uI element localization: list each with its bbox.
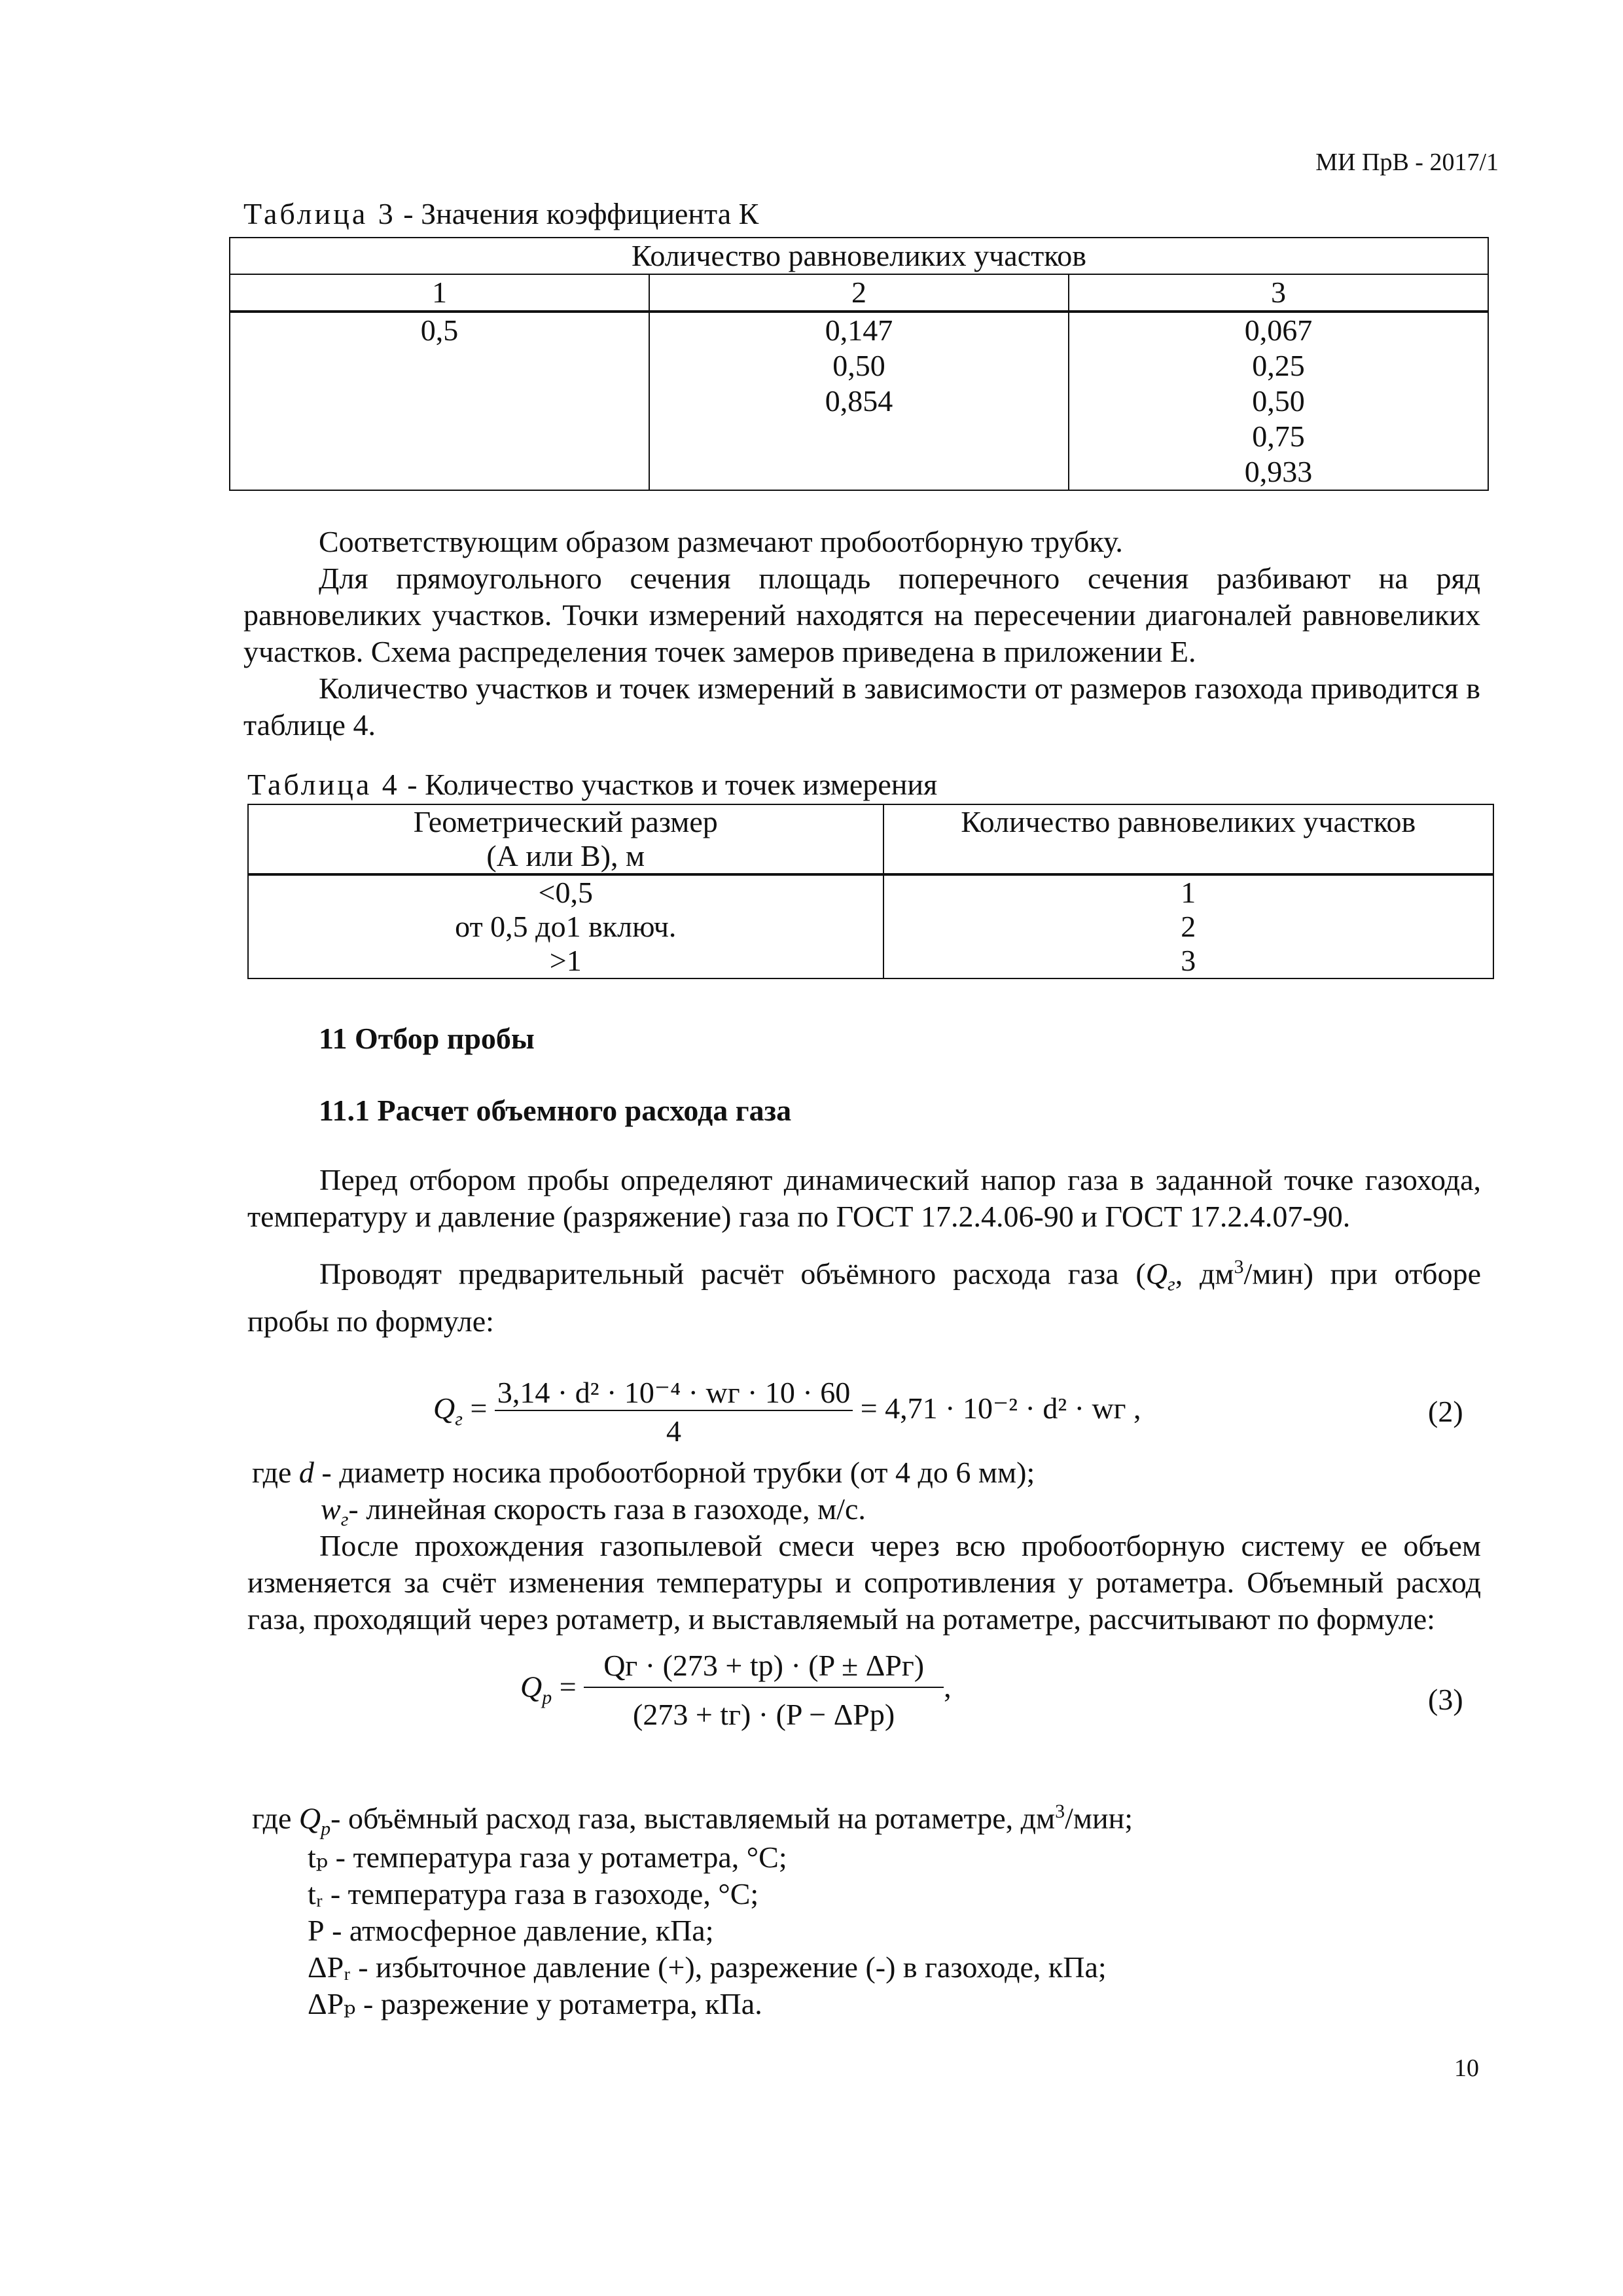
formula2-rhs: = 4,71 · 10⁻² · d² · wг , xyxy=(860,1391,1141,1426)
table4-count: 3 xyxy=(1181,944,1196,977)
table3-value: 0,147 xyxy=(825,314,893,347)
table4-caption xyxy=(247,767,937,802)
table3-value: 0,933 xyxy=(1244,455,1313,488)
table3-value: 0,854 xyxy=(825,384,893,418)
table3-value: 0,50 xyxy=(832,349,885,382)
paragraph-preliminary-calc: Проводят предварительный расчёт объёмного расхода газа ($Q_г$, $дм^3/мин$) при отборе пробы по формуле: xyxy=(247,1256,1481,1338)
table3-value: 0,25 xyxy=(1252,349,1305,382)
def-tp: tₚ - температура газа у ротаметра, °С; xyxy=(308,1840,787,1874)
table4-head-size-line2: (А или В), м xyxy=(486,839,645,872)
table4-head-count: Количество равновеликих участков xyxy=(883,804,1493,874)
def-tg: tᵣ - температура газа в газоходе, °С; xyxy=(308,1877,759,1910)
table3-group-header: Количество равновеликих участков xyxy=(230,238,1488,274)
table4-count: 2 xyxy=(1181,910,1196,943)
table4-counts-cell xyxy=(883,874,1493,978)
formula3-numerator: Qг · (273 + tр) · (P ± ΔPг) xyxy=(584,1648,944,1688)
where-qp: где $Q_р-$ объёмный расход газа, выставляемый на ротаметре, $дм^3$/мин; xyxy=(252,1801,1133,1840)
formula3-number: (3) xyxy=(1428,1683,1463,1716)
table3-value: 0,50 xyxy=(1252,384,1305,418)
formula2-lhs-sub: г xyxy=(455,1408,463,1430)
paragraph-rectangular: Для прямоугольного сечения площадь поперечного сечения разбивают на ряд равновеликих участков. Точки измерений находятся на пересечении диагоналей равновеликих участков. Схема распределения точек замеров приведена в приложении Е. xyxy=(243,562,1480,668)
section-11-1-heading: 11.1 Расчет объемного расхода газа xyxy=(319,1094,792,1127)
table4-size: >1 xyxy=(549,944,582,977)
formula2-number: (2) xyxy=(1428,1395,1463,1428)
formula3-denominator: (273 + tг) · (P − ΔPр) xyxy=(633,1698,895,1731)
formula-2: $Q_г$ = $\frac{\text{3,14 · d² · 10⁻⁴ · wг · 10 · 60}}{4}$ = 4,71 · 10⁻² · d² · wг , xyxy=(433,1376,1141,1448)
p5-part-a: Проводят предварительный расчёт объёмного расхода газа ( xyxy=(319,1257,1146,1291)
table3-value: 0,75 xyxy=(1252,420,1305,453)
formula2-denominator: 4 xyxy=(666,1414,682,1448)
table4-caption-rest: - Количество участков и точек измерения xyxy=(399,768,938,801)
formula-3: $Q_р$ = $\frac{\text{Qг · (273 + tр) · (P ± ΔPг)}}{\text{(273 + tг) · (P − ΔPр)}}$ , xyxy=(520,1649,952,1731)
document-code: МИ ПрВ - 2017/1 xyxy=(1315,149,1499,176)
table4-head-size-line1: Геометрический размер xyxy=(413,805,718,838)
paragraph-rotameter: После прохождения газопылевой смеси через всю пробоотборную систему ее объем изменяется за счёт изменения температуры и сопротивления у ротаметра. Объемный расход газа, проходящий через ротаметр, и выставляемый на ротаметре, рассчитывают по формуле: xyxy=(247,1529,1481,1636)
formula3-fraction xyxy=(584,1648,944,1732)
formula3-lhs: Q xyxy=(520,1670,543,1704)
table3-col1-cell xyxy=(230,312,649,490)
formula2-numerator: 3,14 · d² · 10⁻⁴ · wг · 10 · 60 xyxy=(495,1374,853,1411)
where-d: где d - диаметр носика пробоотборной трубки (от 4 до 6 мм); xyxy=(252,1456,1035,1489)
paragraph-dynamic-pressure: Перед отбором пробы определяют динамический напор газа в заданной точке газохода, температуру и давление (разряжение) газа по ГОСТ 17.2.4.06-90 и ГОСТ 17.2.4.07-90. xyxy=(247,1163,1481,1233)
table3-col3-cell xyxy=(1069,312,1488,490)
table3-col-header: 1 xyxy=(230,274,649,312)
q-g-subscript: г xyxy=(1167,1273,1175,1295)
def-dpg: ΔРᵣ - избыточное давление (+), разрежение (-) в газоходе, кПа; xyxy=(308,1950,1107,1984)
def-dpp: ΔРₚ - разрежение у ротаметра, кПа. xyxy=(308,1987,762,2020)
p5-part-b: , дм xyxy=(1175,1257,1234,1291)
table4-sizes-cell xyxy=(248,874,883,978)
table3-col-header: 3 xyxy=(1069,274,1488,312)
section-11-heading: 11 Отбор пробы xyxy=(319,1022,535,1055)
table3-caption-rest: - Значения коэффициента К xyxy=(395,197,759,230)
p5-part-c: /мин) при отборе пробы по формуле: xyxy=(247,1257,1481,1338)
formula2-fraction xyxy=(495,1374,853,1448)
paragraph-tube: Соответствующим образом размечают пробоотборную трубку. xyxy=(319,525,1123,558)
table4-size: <0,5 xyxy=(538,876,593,909)
table4-head-size xyxy=(248,804,883,874)
q-g-symbol: Q xyxy=(1145,1257,1168,1291)
table3-value: 0,067 xyxy=(1244,314,1313,347)
table4 xyxy=(247,804,1494,979)
where-w: $w_г-$ линейная скорость газа в газоходе, м/с. xyxy=(321,1492,866,1531)
formula2-lhs: Q xyxy=(433,1391,455,1426)
def-p: Р - атмосферное давление, кПа; xyxy=(308,1914,714,1947)
table3-col2-cell xyxy=(649,312,1069,490)
table3-col-header: 2 xyxy=(649,274,1069,312)
table4-caption-word: Таблица 4 xyxy=(247,768,400,801)
table3 xyxy=(229,237,1489,491)
page-number: 10 xyxy=(1454,2054,1479,2082)
paragraph-table4-ref: Количество участков и точек измерений в зависимости от размеров газохода приводится в таблице 4. xyxy=(243,672,1480,742)
table4-count: 1 xyxy=(1181,876,1196,909)
table3-caption xyxy=(243,196,758,231)
table3-caption-word: Таблица 3 xyxy=(243,197,396,230)
table3-value: 0,5 xyxy=(420,314,459,347)
table4-size: от 0,5 до1 включ. xyxy=(455,910,677,943)
formula3-lhs-sub: р xyxy=(542,1686,552,1708)
